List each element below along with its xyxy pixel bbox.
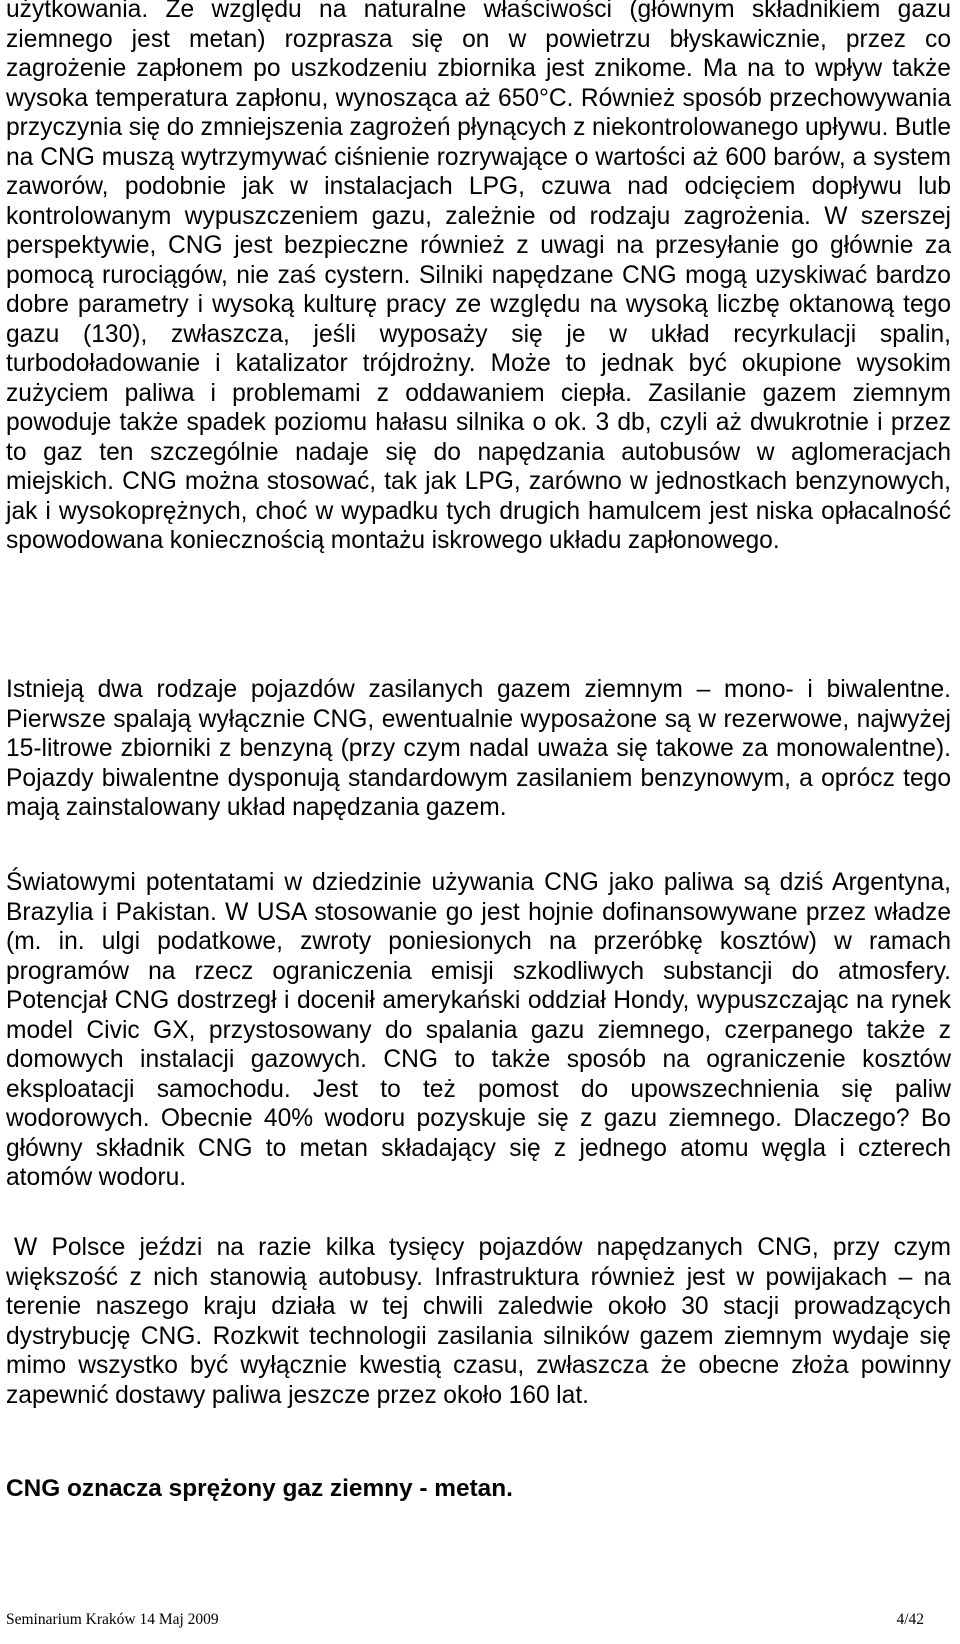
paragraph-cng-safety-engines: użytkowania. Ze względu na naturalne właściwości (głównym składnikiem gazu ziemnego jest metan) rozprasza się on w powietrzu błyskawicznie, przez co zagrożenie zapłonem po uszkodzeniu zbiornika jest znikome. Ma na to wpływ także wysoka temperatura zapłonu, wynosząca aż 650°C. Również sposób przechowywania przyczynia się do zmniejszenia zagrożeń płynących z niekontrolowanego upływu. Butle na CNG muszą wytrzymywać ciśnienie rozrywające o wartości aż 600 barów, a system zaworów, podobnie jak w instalacjach LPG, czuwa nad odcięciem dopływu lub kontrolowanym wypuszczeniem gazu, zależnie od rodzaju zagrożenia. W szerszej perspektywie, CNG jest bezpieczne również z uwagi na przesyłanie go głównie za pomocą rurociągów, nie zaś cystern. Silniki napędzane CNG mogą uzyskiwać bardzo dobre parametry i wysoką kulturę pracy ze względu na wysoką liczbę oktanową tego gazu (130), zwłaszcza, jeśli wyposaży się je w układ recyrkulacji spalin, turbodoładowanie i katalizator trójdrożny. Może to jednak być okupione wysokim zużyciem paliwa i problemami z oddawaniem ciepła. Zasilanie gazem ziemnym powoduje także spadek poziomu hałasu silnika o ok. 3 db, czyli aż dwukrotnie i przez to gaz ten szczególnie nadaje się do napędzania autobusów w aglomeracjach miejskich. CNG można stosować, tak jak LPG, zarówno w jednostkach benzynowych, jak i wysokoprężnych, choć w wypadku tych drugich hamulcem jest niska opłacalność spowodowana koniecznością montażu iskrowego układu zapłonowego. xyxy=(6,0,951,554)
document-page xyxy=(6,0,956,1644)
page-number: 4/42 xyxy=(896,1611,924,1628)
paragraph-poland: W Polsce jeździ na razie kilka tysięcy pojazdów napędzanych CNG, przy czym większość z nich stanowią autobusy. Infrastruktura również jest w powijakach – na terenie naszego kraju działa w tej chwili zaledwie około 30 stacji prowadzących dystrybucję CNG. Rozkwit technologii zasilania silników gazem ziemnym wydaje się mimo wszystko być wyłącznie kwestią czasu, zwłaszcza że obecne złoża powinny zapewnić dostawy paliwa jeszcze przez około 160 lat. xyxy=(6,1234,951,1409)
bold-heading: CNG oznacza sprężony gaz ziemny - metan. xyxy=(6,1475,513,1502)
footer-seminar-label: Seminarium Kraków 14 Maj 2009 xyxy=(6,1611,219,1628)
paragraph-vehicle-types: Istnieją dwa rodzaje pojazdów zasilanych gazem ziemnym – mono- i biwalentne. Pierwsze spalają wyłącznie CNG, ewentualnie wyposażone są w rezerwowe, najwyżej 15-litrowe zbiorniki z benzyną (przy czym nadal uważa się takowe za monowalentne). Pojazdy biwalentne dysponują standardowym zasilaniem benzynowym, a oprócz tego mają zainstalowany układ napędzania gazem. xyxy=(6,676,951,821)
paragraph-world-usage: Światowymi potentatami w dziedzinie używania CNG jako paliwa są dziś Argentyna, Brazylia i Pakistan. W USA stosowanie go jest hojnie dofinansowywane przez władze (m. in. ulgi podatkowe, zwroty poniesionych na przeróbkę kosztów) w ramach programów na rzecz ograniczenia emisji szkodliwych substancji do atmosfery. Potencjał CNG dostrzegł i docenił amerykański oddział Hondy, wypuszczając na rynek model Civic GX, przystosowany do spalania gazu ziemnego, czerpanego także z domowych instalacji gazowych. CNG to także sposób na ograniczenie kosztów eksploatacji samochodu. Jest to też pomost do upowszechnienia się paliw wodorowych. Obecnie 40% wodoru pozyskuje się z gazu ziemnego. Dlaczego? Bo główny składnik CNG to metan składający się z jednego atomu węgla i czterech atomów wodoru. xyxy=(6,869,951,1191)
